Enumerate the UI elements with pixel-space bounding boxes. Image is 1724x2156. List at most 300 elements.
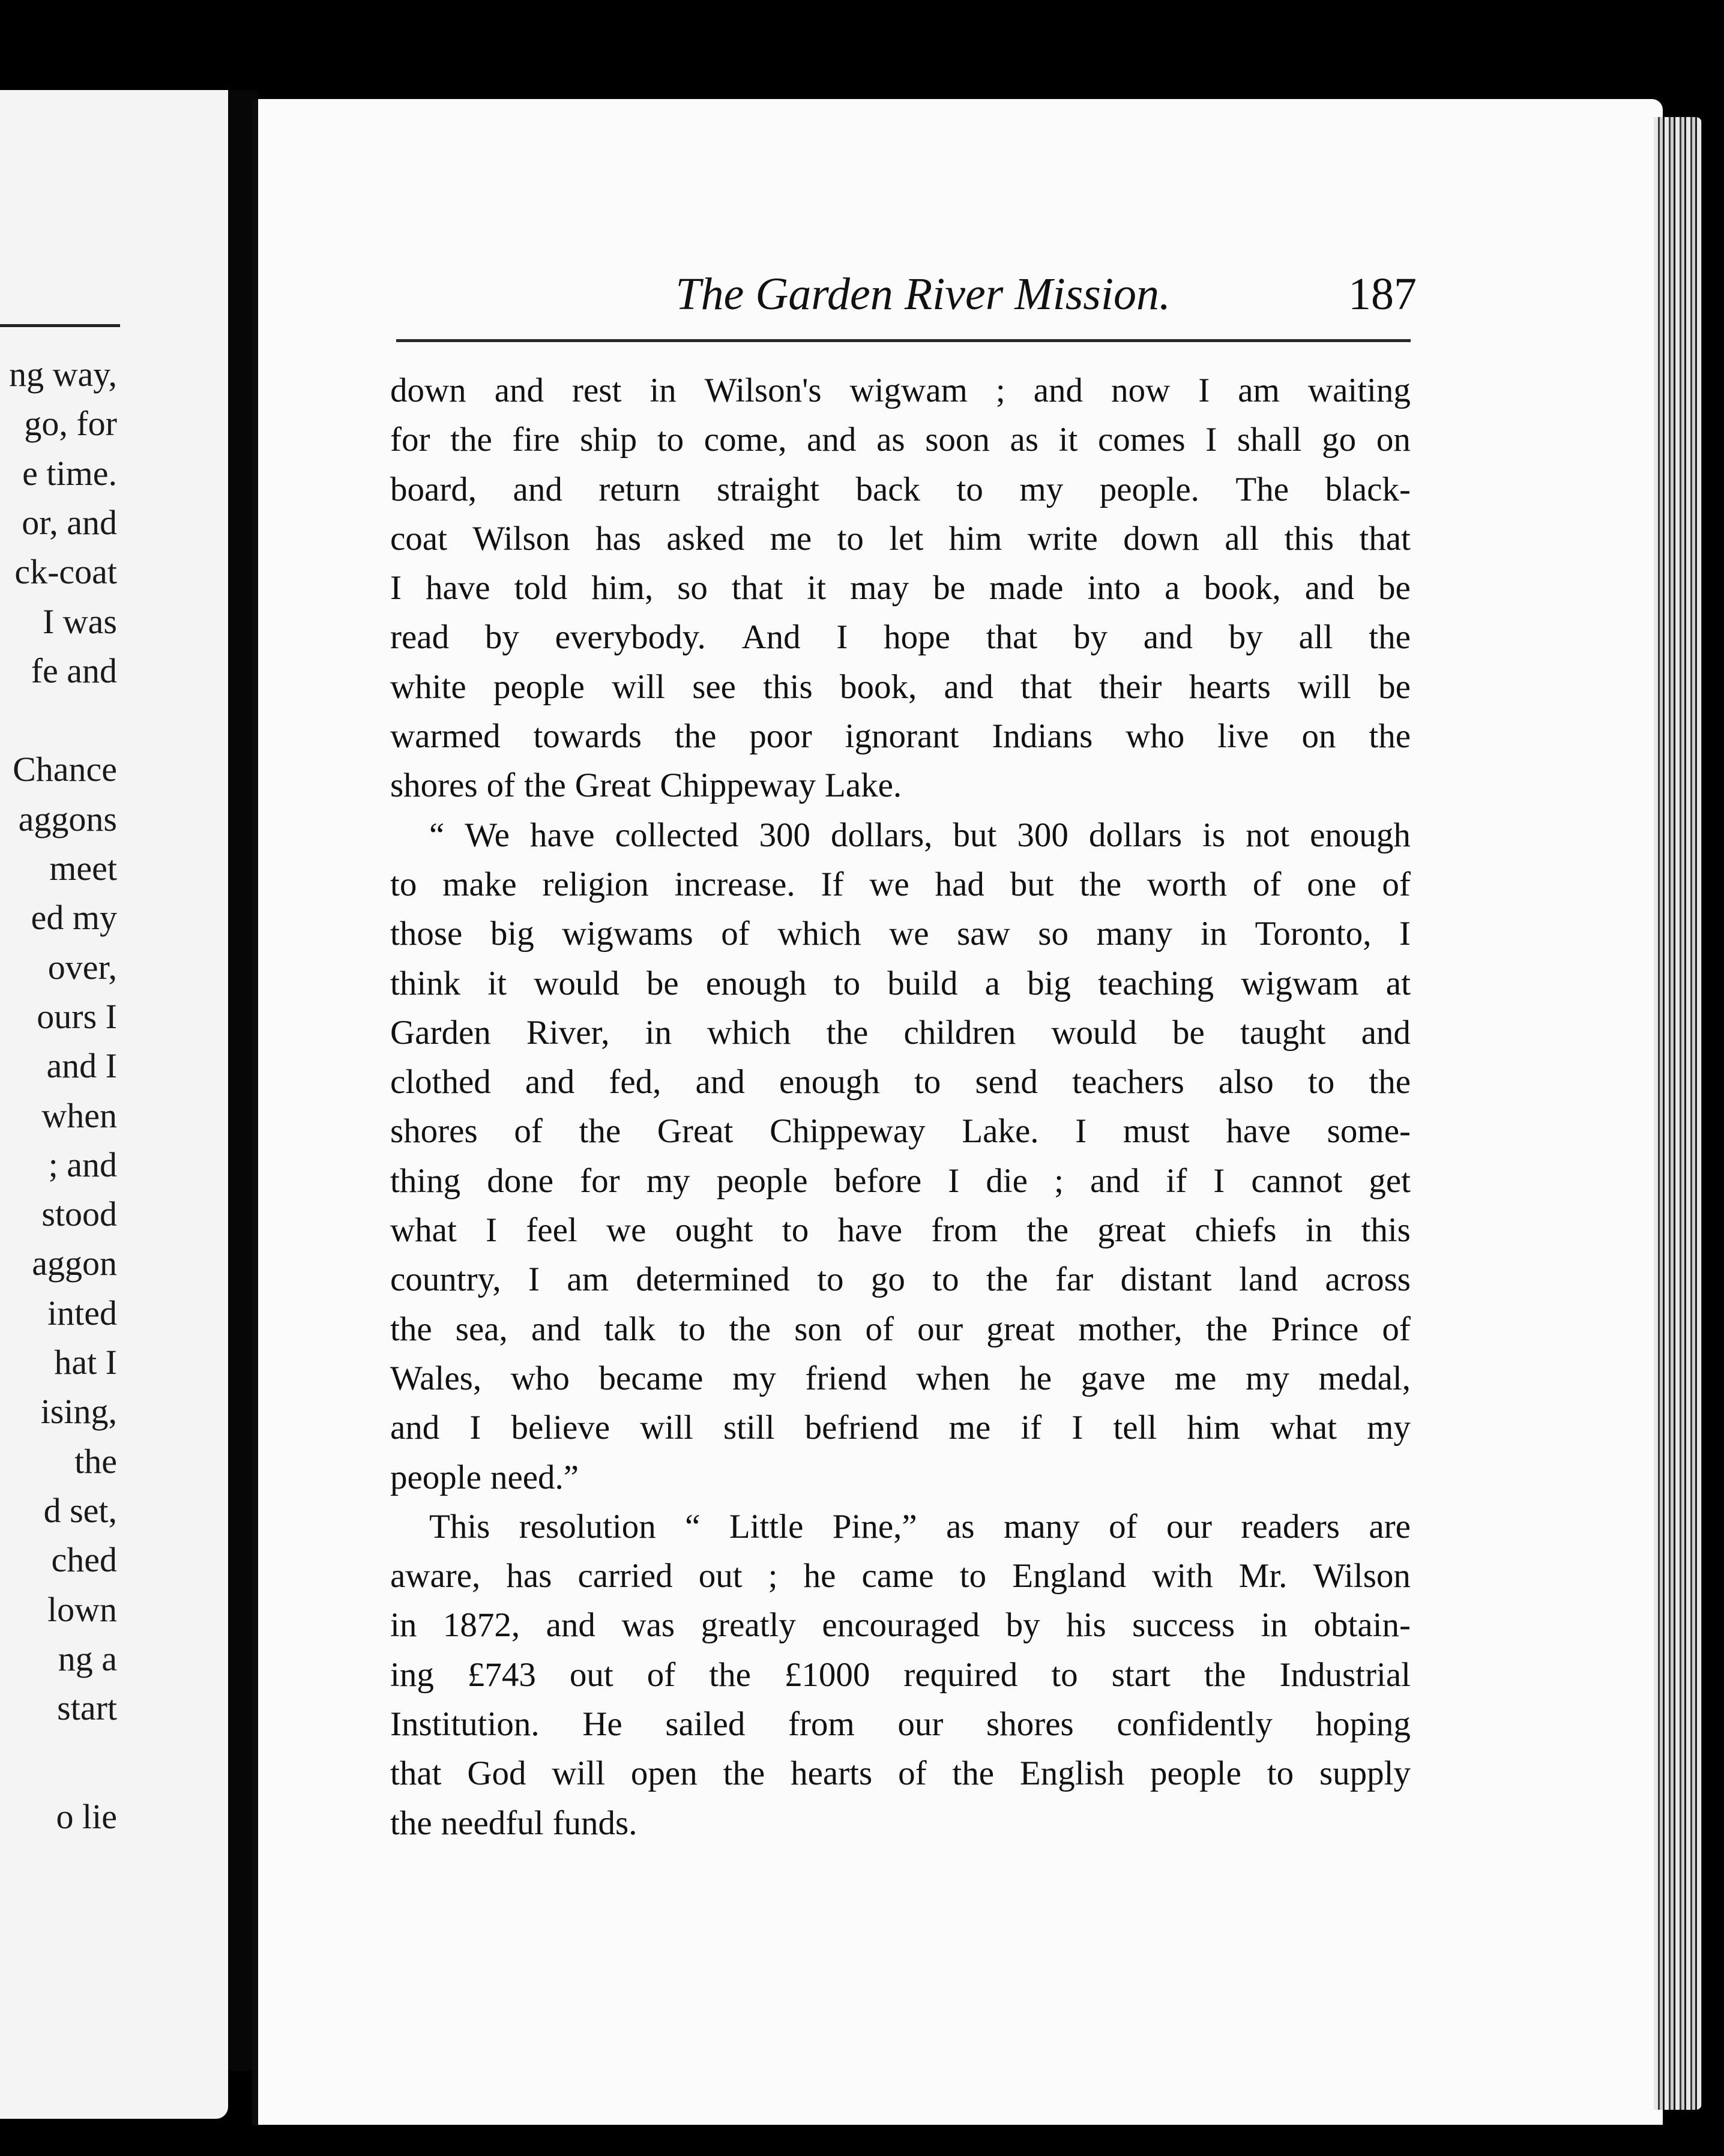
- word: I: [836, 618, 848, 657]
- word: 1872,: [442, 1606, 520, 1645]
- word: asked: [666, 519, 745, 558]
- word: far: [1055, 1260, 1094, 1299]
- text-line: [390, 1799, 1411, 1848]
- previous-page-line: o lie: [56, 1797, 117, 1837]
- text-line: [390, 465, 1411, 514]
- word: if: [1166, 1161, 1187, 1200]
- word: would: [1051, 1013, 1137, 1052]
- word: it: [487, 964, 507, 1002]
- word: will: [612, 667, 665, 706]
- word: so: [1038, 915, 1068, 953]
- word: ought: [675, 1211, 753, 1250]
- header-rule: [396, 339, 1411, 342]
- word: of: [865, 1310, 894, 1348]
- previous-page-line: meet: [49, 849, 117, 888]
- word: what: [390, 1211, 457, 1250]
- page-edges: [1654, 117, 1702, 2110]
- word: he: [803, 1557, 836, 1595]
- word: the: [1204, 1655, 1246, 1694]
- word: go: [870, 1260, 905, 1299]
- word: him: [948, 519, 1002, 558]
- word: many: [1096, 915, 1173, 953]
- word: encouraged: [822, 1606, 980, 1645]
- word: of: [721, 915, 750, 953]
- word: the: [1369, 1063, 1411, 1101]
- word: ;: [768, 1557, 778, 1595]
- word: enough: [779, 1063, 880, 1101]
- text-line: [390, 1502, 1411, 1552]
- text-line: [390, 514, 1411, 564]
- word: book,: [1204, 569, 1281, 607]
- word: of: [1252, 865, 1282, 903]
- word: also: [1218, 1063, 1274, 1101]
- previous-page-fragment: [0, 90, 228, 2119]
- word: this: [1284, 519, 1334, 558]
- word: enough: [1310, 816, 1411, 854]
- word: all: [1225, 519, 1259, 558]
- word: thing: [390, 1161, 461, 1200]
- word: that: [731, 569, 783, 607]
- word: wigwam: [1241, 964, 1359, 1002]
- word: and: [525, 1063, 575, 1101]
- word: as: [946, 1507, 975, 1546]
- body-text: [390, 366, 1411, 1848]
- word: ing: [390, 1655, 434, 1694]
- word: I: [390, 569, 402, 607]
- word: £743: [467, 1655, 536, 1694]
- word: clothed: [390, 1063, 491, 1101]
- word: be: [1172, 1013, 1205, 1052]
- word: Institution.: [390, 1705, 540, 1744]
- word: on: [1376, 421, 1411, 459]
- text-line: [390, 1206, 1411, 1255]
- word: back: [855, 470, 921, 508]
- word: my: [646, 1161, 690, 1200]
- word: to: [390, 865, 417, 903]
- word: poor: [749, 717, 812, 756]
- word: confidently: [1117, 1705, 1273, 1744]
- word: to: [657, 421, 684, 459]
- word: £1000: [784, 1655, 870, 1694]
- word: this: [763, 667, 813, 706]
- word: warmed: [390, 717, 501, 756]
- word: a: [1165, 569, 1180, 607]
- word: be: [933, 569, 966, 607]
- text-line: [390, 1700, 1411, 1749]
- word: determined: [636, 1260, 790, 1299]
- word: dollars,: [831, 816, 933, 854]
- word: to: [678, 1310, 706, 1348]
- word: read: [390, 618, 450, 657]
- text-line: [390, 860, 1411, 909]
- word: as: [876, 421, 905, 459]
- word: and: [1304, 569, 1355, 607]
- word: River,: [526, 1013, 610, 1052]
- word: of: [1382, 1310, 1411, 1348]
- word: readers: [1241, 1507, 1340, 1546]
- word: talk: [604, 1310, 656, 1348]
- word: was: [621, 1606, 675, 1645]
- previous-page-line: e time.: [22, 453, 117, 493]
- word: and: [531, 1310, 581, 1348]
- word: and: [1090, 1161, 1140, 1200]
- word: out: [698, 1557, 743, 1595]
- word: that: [1359, 519, 1411, 558]
- previous-page-line: or, and: [22, 502, 117, 542]
- word: who: [1126, 717, 1185, 756]
- word: enough: [705, 964, 807, 1002]
- word: the: [723, 1754, 765, 1793]
- word: I: [486, 1211, 498, 1250]
- word: the: [390, 1804, 432, 1842]
- word: and: [494, 372, 544, 409]
- previous-page-line: Chance: [13, 750, 117, 789]
- word: in: [1200, 915, 1228, 953]
- word: his: [1066, 1606, 1106, 1645]
- word: Indians: [992, 717, 1093, 756]
- word: he: [1019, 1359, 1052, 1397]
- word: am: [567, 1260, 609, 1299]
- word: send: [975, 1063, 1038, 1101]
- word: the: [1026, 1211, 1069, 1250]
- word: and: [513, 470, 562, 508]
- word: sailed: [665, 1705, 746, 1744]
- word: open: [630, 1754, 698, 1793]
- word: if: [1020, 1409, 1042, 1447]
- word: distant: [1120, 1260, 1212, 1299]
- word: those: [390, 915, 463, 953]
- word: religion: [542, 865, 649, 903]
- word: to: [782, 1211, 809, 1250]
- word: God: [467, 1754, 526, 1793]
- word: think: [390, 964, 461, 1002]
- word: with: [1152, 1557, 1213, 1595]
- word: to: [914, 1063, 941, 1101]
- word: me: [770, 519, 812, 558]
- word: and: [390, 1409, 440, 1447]
- word: this: [1361, 1211, 1411, 1250]
- word: people: [1150, 1754, 1241, 1793]
- word: let: [889, 519, 924, 558]
- word: and: [546, 1606, 595, 1645]
- word: Chippeway: [660, 766, 816, 805]
- word: We: [465, 816, 510, 854]
- word: teaching: [1098, 964, 1214, 1002]
- text-line: [390, 1552, 1411, 1601]
- word: one: [1307, 865, 1357, 903]
- word: to: [959, 1557, 987, 1595]
- text-line: [390, 1107, 1411, 1156]
- word: the: [729, 1310, 771, 1348]
- word: it: [807, 569, 827, 607]
- word: “: [685, 1507, 701, 1546]
- page-number: 187: [1348, 269, 1417, 319]
- word: Great: [574, 766, 651, 805]
- word: straight: [716, 470, 819, 508]
- text-line: [390, 415, 1411, 465]
- word: the: [1369, 618, 1411, 657]
- word: coat: [390, 519, 447, 558]
- word: Pine,”: [832, 1507, 917, 1546]
- text-line: [390, 564, 1411, 613]
- word: hope: [884, 618, 950, 657]
- word: the: [450, 421, 492, 459]
- word: Lake.: [825, 766, 902, 805]
- word: required: [903, 1655, 1018, 1694]
- word: of: [646, 1655, 676, 1694]
- word: the: [579, 1112, 621, 1151]
- word: to: [1051, 1655, 1078, 1694]
- word: at: [1385, 964, 1411, 1002]
- word: their: [1099, 667, 1162, 706]
- word: Wilson: [472, 519, 570, 558]
- word: success: [1132, 1606, 1235, 1645]
- previous-page-line: fe and: [31, 651, 117, 690]
- running-header: [396, 264, 1417, 324]
- text-line: [390, 712, 1411, 761]
- word: what: [1270, 1409, 1337, 1447]
- word: I: [528, 1260, 540, 1299]
- word: 300: [1017, 816, 1068, 854]
- word: tell: [1113, 1409, 1157, 1447]
- word: increase.: [674, 865, 795, 903]
- word: the: [986, 1260, 1028, 1299]
- word: I: [1198, 372, 1210, 409]
- word: by: [1005, 1606, 1040, 1645]
- word: sea,: [455, 1310, 508, 1348]
- word: The: [1235, 470, 1289, 508]
- word: people: [716, 1161, 808, 1200]
- word: live: [1217, 717, 1269, 756]
- word: make: [442, 865, 517, 903]
- word: had: [935, 865, 984, 903]
- previous-page-line: ng a: [58, 1639, 117, 1678]
- word: the: [709, 1655, 751, 1694]
- word: dollars: [1088, 816, 1183, 854]
- word: some-: [1327, 1112, 1411, 1151]
- previous-page-line: hat I: [54, 1343, 117, 1382]
- text-line: [390, 1157, 1411, 1206]
- text-line: [390, 909, 1411, 959]
- word: feel: [526, 1211, 577, 1250]
- word: book,: [839, 667, 917, 706]
- word: on: [1301, 717, 1336, 756]
- word: big: [1027, 964, 1071, 1002]
- word: the: [1079, 865, 1122, 903]
- word: Garden: [390, 1013, 491, 1052]
- word: all: [1298, 618, 1333, 657]
- word: will: [640, 1409, 693, 1447]
- word: have: [1226, 1112, 1291, 1151]
- previous-page-line: ck-coat: [14, 552, 117, 592]
- word: to: [956, 470, 983, 508]
- word: our: [917, 1310, 963, 1348]
- word: have: [529, 816, 595, 854]
- text-line: [390, 1601, 1411, 1650]
- word: cannot: [1251, 1161, 1343, 1200]
- word: teachers: [1072, 1063, 1184, 1101]
- word: Mr.: [1238, 1557, 1288, 1595]
- word: by: [1228, 618, 1263, 657]
- previous-page-line: stood: [41, 1194, 117, 1234]
- word: fed,: [609, 1063, 662, 1101]
- word: ;: [1054, 1161, 1064, 1200]
- word: who: [510, 1359, 570, 1397]
- word: hoping: [1315, 1705, 1411, 1744]
- word: into: [1087, 569, 1141, 607]
- word: to: [932, 1260, 959, 1299]
- word: 300: [759, 816, 810, 854]
- word: supply: [1319, 1754, 1411, 1793]
- word: will: [552, 1754, 606, 1793]
- word: that: [986, 618, 1038, 657]
- word: of: [1109, 1507, 1138, 1546]
- word: in: [390, 1606, 417, 1645]
- word: that: [1020, 667, 1072, 706]
- word: so: [677, 569, 708, 607]
- word: build: [887, 964, 958, 1002]
- word: and: [1033, 372, 1084, 409]
- word: but: [953, 816, 997, 854]
- word: in: [650, 372, 677, 409]
- running-title: The Garden River Mission.: [675, 269, 1171, 319]
- text-line: [390, 366, 1411, 415]
- word: shall: [1237, 421, 1302, 459]
- word: and: [695, 1063, 745, 1101]
- word: white: [390, 667, 466, 706]
- word: die: [986, 1161, 1028, 1200]
- word: shores: [390, 1112, 478, 1151]
- word: start: [1111, 1655, 1171, 1694]
- word: must: [1123, 1112, 1190, 1151]
- word: greatly: [701, 1606, 796, 1645]
- word: we: [869, 865, 909, 903]
- word: big: [490, 915, 534, 953]
- word: England: [1012, 1557, 1127, 1595]
- word: Great: [657, 1112, 734, 1151]
- word: which: [707, 1013, 791, 1052]
- word: mother,: [1078, 1310, 1183, 1348]
- word: funds.: [552, 1804, 637, 1842]
- word: the: [826, 1013, 869, 1052]
- word: now: [1111, 372, 1171, 409]
- previous-page-line: over,: [47, 947, 117, 987]
- word: son: [794, 1310, 842, 1348]
- word: I: [1071, 1409, 1084, 1447]
- word: Chippeway: [770, 1112, 926, 1151]
- word: to: [833, 964, 861, 1002]
- text-line: [390, 663, 1411, 712]
- word: the: [1369, 717, 1411, 756]
- word: me: [948, 1409, 991, 1447]
- word: Prince: [1271, 1310, 1359, 1348]
- word: aware,: [390, 1557, 481, 1595]
- word: return: [598, 470, 681, 508]
- previous-page-line: ched: [51, 1540, 117, 1580]
- word: before: [834, 1161, 922, 1200]
- word: of: [898, 1754, 927, 1793]
- word: a: [984, 964, 1000, 1002]
- word: see: [692, 667, 736, 706]
- word: my: [1367, 1409, 1411, 1447]
- text-line: [390, 1453, 1411, 1502]
- previous-page-line: inted: [47, 1293, 117, 1332]
- word: has: [506, 1557, 552, 1595]
- previous-page-line: start: [57, 1688, 117, 1728]
- text-line: [390, 613, 1411, 662]
- text-line: [390, 1255, 1411, 1304]
- previous-page-line: lown: [47, 1589, 117, 1629]
- text-line: [390, 1305, 1411, 1354]
- word: my: [1019, 470, 1064, 508]
- word: soon: [925, 421, 990, 459]
- word: by: [484, 618, 519, 657]
- text-line: [390, 1058, 1411, 1107]
- word: taught: [1240, 1013, 1326, 1052]
- word: I: [1075, 1112, 1087, 1151]
- word: to: [837, 519, 864, 558]
- word: the: [524, 766, 566, 805]
- word: has: [595, 519, 642, 558]
- word: of: [1382, 865, 1411, 903]
- word: and: [1143, 618, 1193, 657]
- word: be: [1378, 569, 1411, 607]
- word: for: [390, 421, 430, 459]
- word: is: [1202, 816, 1226, 854]
- word: that: [390, 1754, 442, 1793]
- text-line: [390, 811, 1411, 860]
- word: I: [1205, 421, 1217, 459]
- word: of: [486, 766, 516, 805]
- word: wigwam: [849, 372, 968, 409]
- previous-page-line: aggons: [18, 799, 117, 839]
- word: to: [1307, 1063, 1335, 1101]
- text-line: [390, 761, 1411, 810]
- word: my: [732, 1359, 776, 1397]
- text-line: [390, 1008, 1411, 1058]
- word: may: [850, 569, 909, 607]
- word: be: [646, 964, 679, 1002]
- word: down: [390, 372, 466, 409]
- word: down: [1123, 519, 1199, 558]
- word: our: [897, 1705, 944, 1744]
- word: believe: [511, 1409, 610, 1447]
- word: in: [645, 1013, 672, 1052]
- word: shores: [986, 1705, 1074, 1744]
- word: wigwams: [562, 915, 693, 953]
- word: English: [1019, 1754, 1125, 1793]
- word: carried: [577, 1557, 673, 1595]
- word: when: [916, 1359, 990, 1397]
- word: I: [1399, 915, 1411, 953]
- word: in: [1261, 1606, 1288, 1645]
- word: by: [1073, 618, 1108, 657]
- word: him,: [591, 569, 654, 607]
- word: obtain-: [1313, 1606, 1411, 1645]
- word: be: [1378, 667, 1411, 706]
- word: comes: [1097, 421, 1186, 459]
- word: people.: [1099, 470, 1199, 508]
- word: gave: [1081, 1359, 1146, 1397]
- word: many: [1004, 1507, 1080, 1546]
- word: write: [1027, 519, 1098, 558]
- word: and: [1361, 1013, 1411, 1052]
- word: I: [469, 1409, 481, 1447]
- previous-page-line: when: [41, 1095, 117, 1135]
- word: we: [606, 1211, 646, 1250]
- text-line: [390, 1651, 1411, 1700]
- word: He: [582, 1705, 622, 1744]
